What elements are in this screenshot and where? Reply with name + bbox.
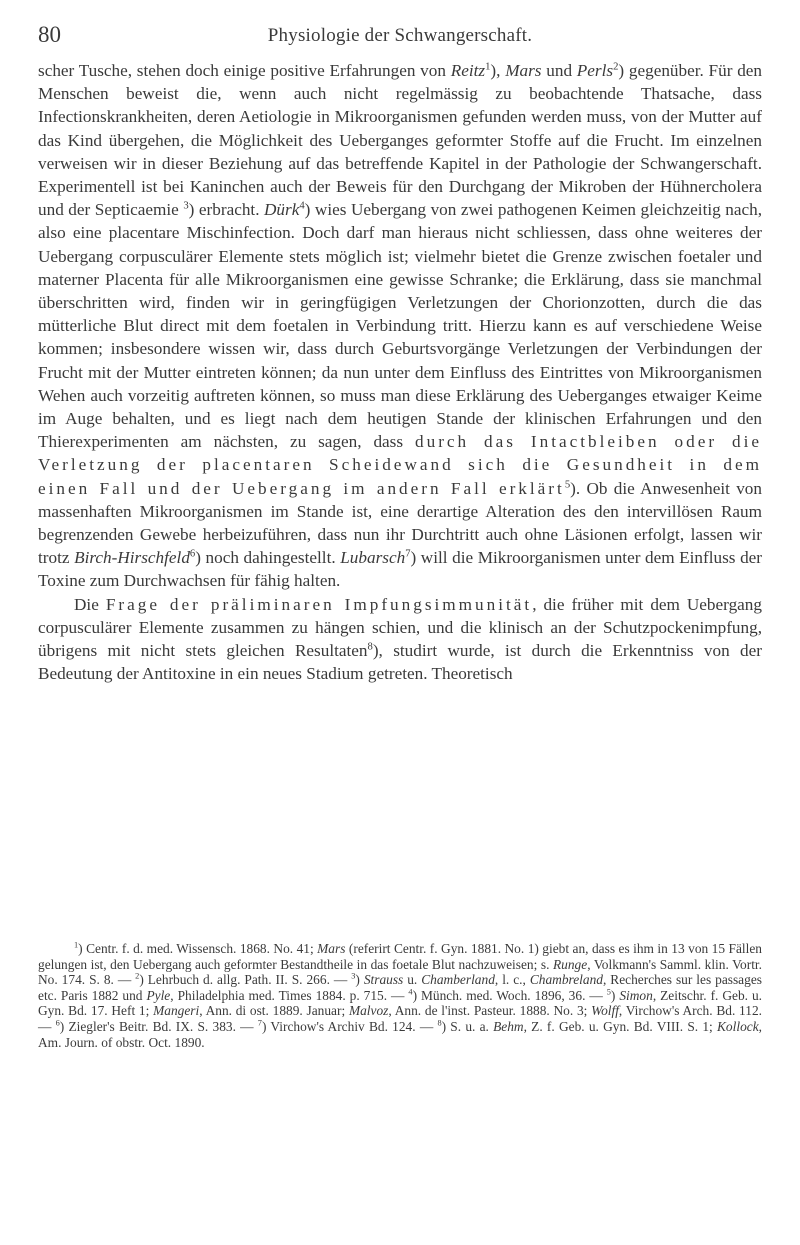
paragraph: Die Frage der präliminaren Impfungsimmunität, die früher mit dem Uebergang corpusculärer Elemente zusammen zu hängen schien, und die klinisch an der Schutzpockenimpfung, übrigens mit nicht stets gleichen Resultaten$^8$), studirt wurde, ist durch die Erkenntniss von der Bedeutung der Antitoxine in ein neues Stadium getreten. Theoretisch: [38, 594, 762, 684]
author-name: Perls: [576, 61, 614, 80]
footnote-number: 2: [135, 971, 140, 981]
footnote-number: 3: [351, 971, 356, 981]
running-title: Physiologie der Schwangerschaft.: [267, 25, 533, 46]
footnote-ref: 1: [485, 61, 491, 73]
footnote-number: 8: [437, 1018, 442, 1028]
author-name: Behm: [493, 1018, 524, 1034]
footnote-number: 5: [606, 987, 611, 997]
footnote-number: 7: [257, 1018, 262, 1028]
author-name: Kollock: [717, 1018, 759, 1034]
footnote-ref: 6: [189, 548, 196, 560]
author-name: Runge: [552, 956, 588, 972]
author-name: Chambreland: [529, 972, 603, 988]
footnotes: [38, 941, 762, 1050]
footnote-ref: 8: [367, 641, 373, 653]
author-name: Pyle: [146, 987, 171, 1003]
footnote-ref: 4: [299, 200, 305, 212]
footnote-ref: 7: [405, 548, 411, 560]
emphasis-text: Frage der präliminaren Impfungsimmunität: [105, 594, 533, 614]
author-name: Mars: [505, 61, 542, 80]
author-name: Malvoz: [348, 1003, 389, 1019]
author-name: Chamberland: [421, 972, 495, 988]
footnote-ref: 5: [564, 478, 571, 490]
footnote-ref: 3: [183, 200, 189, 212]
author-name: Birch-Hirschfeld: [74, 548, 190, 568]
footnote-number: 6: [55, 1018, 60, 1028]
page-number: 80: [38, 22, 61, 47]
author-name: Mars: [317, 941, 346, 956]
author-name: Lubarsch: [340, 548, 406, 568]
paragraph: scher Tusche, stehen doch einige positive Erfahrungen von Reitz$^1$), Mars und Perls$^2$) gegenüber. Für den Menschen beweist die, wenn auch nicht regelmässig zu beobachtende Thatsache, dass Infectionskrankheiten, deren Aetiologie in Mikroorganismen gefunden werden muss, von der Mutter auf das Kind übergehen, die Möglichkeit des Ueberganges geformter Stoffe auf die Frucht. Im einzelnen verweisen wir in dieser Beziehung auf das betreffende Kapitel in der Pathologie der Schwangerschaft. Experimentell ist bei Kaninchen auch der Beweis für den Durchgang der Mikroben der Hühnercholera und der Septicaemie $^3$) erbracht. Dürk$^4$) wies Uebergang von zwei pathogenen Keimen gleichzeitig nach, also eine placentare Mischinfection. Doch darf man hieraus nicht schliessen, dass ohne weiteres der Uebergang corpusculärer Elemente stets möglich ist; vielmehr bietet die Grenze zwischen foetaler und materner Placenta für alle Mikroorganismen eine gewisse Schranke; die Erklärung, dass sie manchmal überschritten wird, finden wir in geringfügigen Verletzungen der Chorionzotten, durch die das mütterliche Blut direct mit dem foetalen in Verbindung tritt. Hierzu kann es auf verschiedene Weise kommen; insbesondere wissen wir, dass durch Geburtsvorgänge Verletzungen der Verbindungen der Frucht mit der Mutter eintreten können; da nun unter dem Einfluss des Eintrittes von Mikroorganismen Wehen auch vorzeitig auftreten können, so muss man diese Erklärung des Ueberganges etwaiger Keime im Auge behalten, und es liegt nach dem heutigen Stande der klinischen Erfahrungen und den Thierexperimenten am nächsten, zu sagen, dass durch das Intactbleiben oder die Verletzung der placentaren Scheidewand sich die Gesundheit in dem einen Fall und der Uebergang im andern Fall erklärt$^5$). Ob die Anwesenheit von massenhaften Mikroorganismen im Stande ist, eine derartige Alteration des den intervillösen Raum begrenzenden Gewebe herbeizuführen, dass nun ihr Durchtritt auch ohne Läsionen erfolgt, lassen wir trotz Birch-Hirschfeld$^6$) noch dahingestellt. Lubarsch$^7$) will die Mikroorganismen unter dem Einfluss der Toxine zum Durchwachsen für fähig halten.: [38, 61, 763, 591]
author-name: Strauss: [363, 972, 404, 988]
footnote-ref: 2: [613, 61, 619, 73]
author-name: Mangeri: [153, 1003, 200, 1019]
emphasis-text: durch das Intactbleiben oder die Verletzung der placentaren Scheidewand sich die Gesundheit in dem einen Fall und der Uebergang im andern Fall erklärt: [38, 432, 763, 498]
page-header: [0, 20, 800, 50]
author-name: Wolff: [591, 1003, 619, 1019]
body-text: [38, 59, 762, 685]
author-name: Dürk: [264, 200, 300, 220]
author-name: Simon: [619, 987, 653, 1003]
footnote-number: 1: [74, 940, 79, 950]
footnote-block: $^1$) Centr. f. d. med. Wissensch. 1868. No. 41; Mars (referirt Centr. f. Gyn. 1881. No. 1) giebt an, dass es ihm in 13 von 15 Fällen gelungen ist, den Uebergang auch geformter Bestandtheile in das foetale Blut nachzuweisen; s. Runge, Volkmann's Samml. klin. Vortr. No. 174. S. 8. — $^2$) Lehrbuch d. allg. Path. II. S. 266. — $^3$) Strauss u. Chamberland, l. c., Chambreland, Recherches sur les passages etc. Paris 1882 und Pyle, Philadelphia med. Times 1884. p. 715. — $^4$) Münch. med. Woch. 1896, 36. — $^5$) Simon, Zeitschr. f. Geb. u. Gyn. Bd. 17. Heft 1; Mangeri, Ann. di ost. 1889. Januar; Malvoz, Ann. de l'inst. Pasteur. 1888. No. 3; Wolff, Virchow's Arch. Bd. 112. — $^6$) Ziegler's Beitr. Bd. IX. S. 383. — $^7$) Virchow's Archiv Bd. 124. — $^8$) S. u. a. Behm, Z. f. Geb. u. Gyn. Bd. VIII. S. 1; Kollock, Am. Journ. of obstr. Oct. 1890.: [38, 940, 763, 1050]
author-name: Reitz: [450, 61, 486, 80]
footnote-number: 4: [408, 987, 413, 997]
